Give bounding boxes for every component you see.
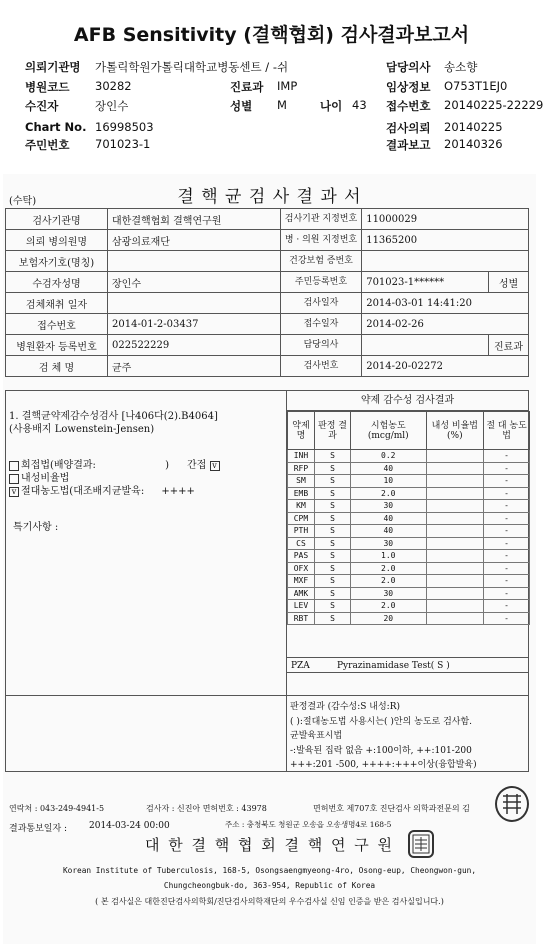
info-label: 성별 <box>489 272 529 293</box>
notify-label: 결과통보일자 : <box>9 824 68 834</box>
legend-line: 판정결과 (감수성:S 내성:R) <box>290 702 400 712</box>
header-value: 701023-1 <box>95 137 151 151</box>
info-value <box>362 335 489 356</box>
header-value: 장인수 <box>95 99 129 113</box>
info-label: 의뢰 병의원명 <box>6 230 108 251</box>
drug-cell: 30 <box>351 587 427 600</box>
check-label-end: ) <box>165 460 170 471</box>
drug-cell: S <box>314 462 350 475</box>
info-label: 병원환자 등록번호 <box>6 335 108 356</box>
drug-cell: - <box>484 562 530 575</box>
drug-cell: SM <box>288 475 315 488</box>
drug-cell: - <box>484 587 530 600</box>
drug-cell: RFP <box>288 462 315 475</box>
header-value: 20140225 <box>444 120 503 134</box>
drug-table-header: 판정 결과 <box>314 412 350 450</box>
header-label: 주민번호 <box>25 138 70 152</box>
drug-cell: LEV <box>288 600 315 613</box>
drug-cell <box>426 587 484 600</box>
drug-table-header: 절 대 농도법 <box>484 412 530 450</box>
info-label: 보험자기호(명칭) <box>6 251 108 272</box>
pza-value: Pyrazinamidase Test( S ) <box>337 661 450 671</box>
header-label: 검사의뢰 <box>386 121 431 135</box>
header-label: 접수번호 <box>386 99 431 113</box>
doctor-seal-icon <box>495 786 529 822</box>
check-row-3 <box>9 482 195 497</box>
legend-line: +++:201 -500, ++++:+++이상(융합발육) <box>290 760 477 770</box>
info-value: 2014-02-26 <box>362 314 529 335</box>
drug-cell: - <box>484 500 530 513</box>
info-label: 주민등록번호 <box>280 272 361 293</box>
header-value: 20140326 <box>444 137 503 151</box>
page-title: AFB Sensitivity (결핵협회) 검사결과보고서 <box>73 24 470 46</box>
drug-cell: - <box>484 537 530 550</box>
info-label: 검 체 명 <box>6 356 108 377</box>
drug-cell: PAS <box>288 550 315 563</box>
footer-address: 주소 : 충청북도 청원군 오송읍 오송생명4로 168-5 <box>225 820 392 829</box>
drug-cell: S <box>314 550 350 563</box>
checkbox-checked: v <box>210 461 220 471</box>
check-label: 내성비율법 <box>21 473 70 484</box>
info-value: 대한결핵협회 결핵연구원 <box>108 209 281 230</box>
drug-cell: - <box>484 487 530 500</box>
info-value <box>362 251 529 272</box>
check-label: 절대농도법(대조배지균발육: <box>21 486 145 497</box>
table-row <box>288 550 530 563</box>
drug-cell: AMK <box>288 587 315 600</box>
info-label: 검사기관 지정번호 <box>280 209 361 230</box>
footer-license: 면허번호 제707호 진단검사 의학과전문의 김 <box>313 804 470 813</box>
drug-cell: 10 <box>351 475 427 488</box>
info-value <box>108 293 281 314</box>
footer-contact: 연락처 : 043-249-4941-5 <box>9 804 105 813</box>
table-row <box>288 562 530 575</box>
drug-cell: KM <box>288 500 315 513</box>
drug-cell: 40 <box>351 512 427 525</box>
checkbox-checked: v <box>9 487 19 497</box>
table-row <box>288 475 530 488</box>
header-value: M <box>277 98 287 112</box>
drug-cell: 30 <box>351 500 427 513</box>
info-label: 병 · 의원 지정번호 <box>280 230 361 251</box>
drug-cell: EMB <box>288 487 315 500</box>
drug-cell: OFX <box>288 562 315 575</box>
header-label: 수진자 <box>25 99 59 113</box>
header-value: 30282 <box>95 79 132 93</box>
remarks-label: 특기사항 : <box>13 522 59 533</box>
table-row <box>288 612 530 625</box>
drug-cell: - <box>484 462 530 475</box>
check-value: ++++ <box>161 486 195 497</box>
official-seal-icon <box>408 830 434 858</box>
table-row <box>288 487 530 500</box>
drug-cell: - <box>484 600 530 613</box>
info-label: 검사기관명 <box>6 209 108 230</box>
drug-table-header: 내성 비율법(%) <box>426 412 484 450</box>
report-tag: (수탁) <box>9 196 37 207</box>
drug-cell: - <box>484 475 530 488</box>
table-row <box>288 512 530 525</box>
pza-row <box>287 657 528 673</box>
info-value: 701023-1****** <box>362 272 489 293</box>
drug-cell: PTH <box>288 525 315 538</box>
drug-cell: 40 <box>351 462 427 475</box>
info-label: 진료과 <box>489 335 529 356</box>
table-row <box>288 600 530 613</box>
info-label: 검사일자 <box>280 293 361 314</box>
legend-line: 균발육표시법 <box>290 731 343 741</box>
test-method: (사용배지 Lowenstein-Jensen) <box>9 424 155 435</box>
header-value: 43 <box>352 98 367 112</box>
drug-cell: S <box>314 487 350 500</box>
drug-cell: S <box>314 500 350 513</box>
drug-cell: CS <box>288 537 315 550</box>
drug-cell: 30 <box>351 537 427 550</box>
drug-cell <box>426 600 484 613</box>
info-value: 11000029 <box>362 209 529 230</box>
table-row <box>288 462 530 475</box>
drug-cell: S <box>314 512 350 525</box>
table-row <box>288 525 530 538</box>
header-label: 진료과 <box>230 80 264 94</box>
left-lower-box <box>5 696 287 772</box>
check-label: 간접 <box>187 460 207 471</box>
drug-cell: 0.2 <box>351 450 427 463</box>
scanned-report <box>3 174 536 944</box>
drug-cell: 2.0 <box>351 600 427 613</box>
check-indirect <box>187 456 222 471</box>
drug-cell: 1.0 <box>351 550 427 563</box>
org-name-korean: 대 한 결 핵 협 회 결 핵 연 구 원 <box>144 836 395 854</box>
header-value: IMP <box>277 79 298 93</box>
drug-cell: S <box>314 612 350 625</box>
drug-cell: - <box>484 512 530 525</box>
footer-examiner: 검사자 : 신진아 면허번호 : 43978 <box>146 804 267 813</box>
info-label: 접수번호 <box>6 314 108 335</box>
drug-cell: S <box>314 475 350 488</box>
info-label: 담당의사 <box>280 335 361 356</box>
drug-cell <box>426 562 484 575</box>
header-label: 의뢰기관명 <box>25 60 81 74</box>
drug-cell: CPM <box>288 512 315 525</box>
table-row <box>288 500 530 513</box>
drug-cell: 2.0 <box>351 562 427 575</box>
header-value: O753T1EJ0 <box>444 79 508 93</box>
drug-cell: S <box>314 575 350 588</box>
drug-cell: MXF <box>288 575 315 588</box>
drug-cell <box>426 475 484 488</box>
drug-cell: 2.0 <box>351 575 427 588</box>
test-details-box <box>5 390 287 696</box>
drug-cell <box>426 550 484 563</box>
info-value <box>108 251 281 272</box>
notify-date: 2014-03-24 00:00 <box>89 821 170 831</box>
drug-cell: S <box>314 600 350 613</box>
header-label: 병원코드 <box>25 80 70 94</box>
drug-cell: S <box>314 562 350 575</box>
header-value: 가톨릭학원가톨릭대학교병동센트 / -쉬 <box>95 60 289 74</box>
legend <box>290 700 477 773</box>
drug-cell <box>426 487 484 500</box>
table-row <box>288 450 530 463</box>
org-address-en: Korean Institute of Tuberculosis, 168-5, Osongsaengmyeong-4ro, Osong-eup, Cheongwon-gun, <box>62 866 477 875</box>
drug-cell: - <box>484 450 530 463</box>
test-name: 1. 결핵균약제감수성검사 [나406다(2).B4064] <box>9 411 218 422</box>
info-value: 022522229 <box>108 335 281 356</box>
drug-cell: 20 <box>351 612 427 625</box>
drug-cell: RBT <box>288 612 315 625</box>
drug-cell <box>426 462 484 475</box>
info-value: 균주 <box>108 356 281 377</box>
drug-table-box <box>286 390 529 696</box>
header-value: 16998503 <box>95 120 154 134</box>
info-value: 11365200 <box>362 230 529 251</box>
info-value: 삼광의료재단 <box>108 230 281 251</box>
drug-cell: S <box>314 537 350 550</box>
header-value: 송소향 <box>444 60 478 74</box>
table-row <box>288 537 530 550</box>
drug-cell: 2.0 <box>351 487 427 500</box>
drug-cell <box>426 512 484 525</box>
certification-note: ( 본 검사실은 대한진단검사의학회/진단검사의학재단의 우수검사실 신임 인증을 받은 검사실입니다.) <box>95 897 444 906</box>
header-label: Chart No. <box>25 120 87 134</box>
info-label: 건강보험 증번호 <box>280 251 361 272</box>
drug-table-title: 약제 감수성 검사결과 <box>287 391 528 411</box>
header-label: 담당의사 <box>386 60 431 74</box>
org-address-en: Chungcheongbuk-do, 363-954, Republic of Korea <box>163 881 376 890</box>
drug-cell: S <box>314 587 350 600</box>
legend-line: ( ):절대농도법 사용시는( )안의 농도로 검사함. <box>290 716 473 727</box>
report-title: 결 핵 균 검 사 결 과 서 <box>177 187 362 207</box>
drug-cell: - <box>484 612 530 625</box>
info-label: 수검자성명 <box>6 272 108 293</box>
table-row <box>288 587 530 600</box>
legend-line: -:발육된 집락 없음 +:100이하, ++:101-200 <box>290 745 472 756</box>
info-value: 2014-01-2-03437 <box>108 314 281 335</box>
drug-cell: - <box>484 525 530 538</box>
header-label: 나이 <box>320 99 343 113</box>
info-value: 장인수 <box>108 272 281 293</box>
check-label: 희접법(배양결과: <box>21 460 96 471</box>
info-value: 2014-20-02272 <box>362 356 529 377</box>
info-label: 검사번호 <box>280 356 361 377</box>
drug-cell <box>426 450 484 463</box>
drug-cell <box>426 612 484 625</box>
drug-table <box>287 411 530 625</box>
drug-cell: INH <box>288 450 315 463</box>
info-value: 2014-03-01 14:41:20 <box>362 293 529 314</box>
pza-label: PZA <box>291 661 310 671</box>
drug-cell <box>426 537 484 550</box>
drug-cell: S <box>314 525 350 538</box>
table-row <box>288 575 530 588</box>
info-label: 검체채취 일자 <box>6 293 108 314</box>
drug-cell <box>426 575 484 588</box>
header-label: 성별 <box>230 99 253 113</box>
header-label: 결과보고 <box>386 138 431 152</box>
drug-cell: - <box>484 575 530 588</box>
header-label: 임상정보 <box>386 80 431 94</box>
header-value: 20140225-22229 <box>444 98 543 112</box>
drug-cell <box>426 500 484 513</box>
drug-table-header: 시험농도 (mcg/ml) <box>351 412 427 450</box>
drug-cell: 40 <box>351 525 427 538</box>
report-info-table <box>5 208 529 377</box>
drug-cell: S <box>314 450 350 463</box>
drug-table-header: 약제명 <box>288 412 315 450</box>
drug-cell <box>426 525 484 538</box>
drug-cell: - <box>484 550 530 563</box>
info-label: 접수일자 <box>280 314 361 335</box>
